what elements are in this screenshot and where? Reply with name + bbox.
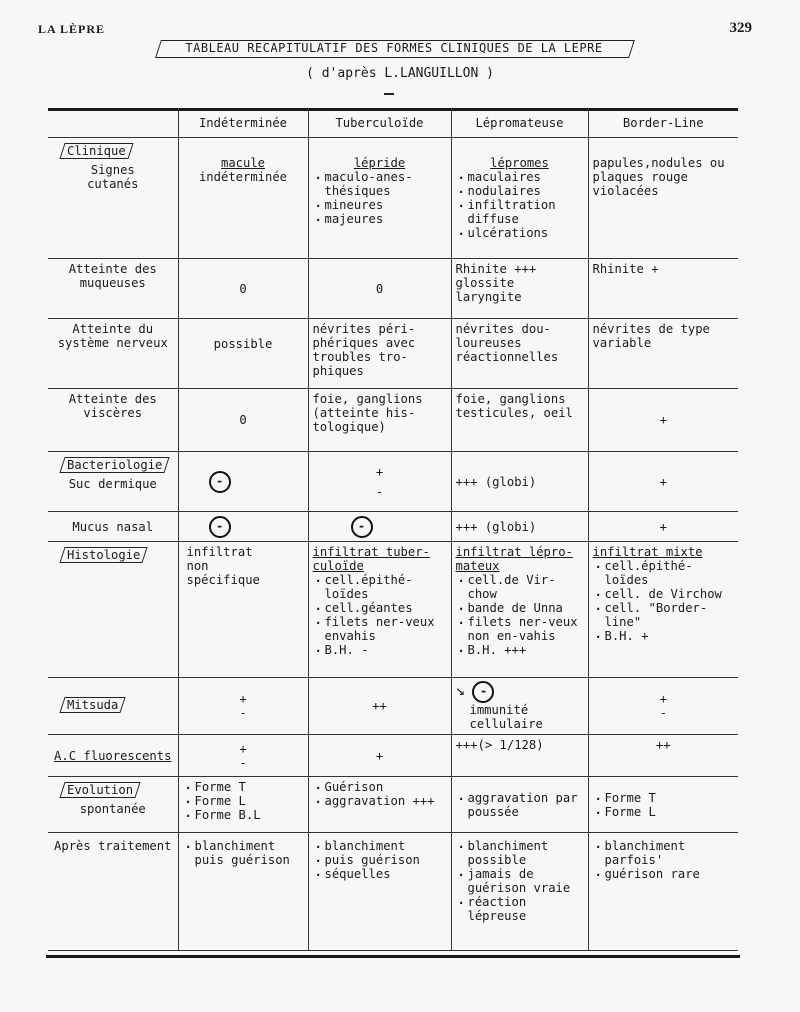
- row-label-spont: [48, 777, 178, 833]
- signes-indet-body: indéterminée: [198, 170, 288, 184]
- section-mitsuda: Mitsuda: [59, 697, 126, 713]
- mits-indet-top: +: [239, 692, 247, 706]
- col-header-indeterminee: Indéterminée: [178, 109, 308, 138]
- list-item: . ulcérations: [456, 226, 584, 240]
- row-label-histologie: [48, 542, 178, 678]
- list-item: . blanchiment possible: [456, 839, 584, 867]
- col-header-borderline: Border-Line: [588, 109, 738, 138]
- list-item: . Guérison: [313, 780, 447, 794]
- cell-ac-indet: [178, 735, 308, 777]
- negative-circle-icon: -: [209, 516, 231, 538]
- list-item: . Forme B.L: [183, 808, 304, 822]
- apres-border-list: [593, 839, 735, 881]
- cell-apres-tub: [308, 833, 451, 951]
- list-item: . puis guérison: [313, 853, 447, 867]
- section-bacteriologie: Bacteriologie: [59, 457, 170, 473]
- list-item: . cell.géantes: [313, 601, 447, 615]
- list-item: . Forme L: [183, 794, 304, 808]
- row-visceres: [48, 389, 738, 452]
- list-item: . nodulaires: [456, 184, 584, 198]
- spont-indet-list: [183, 780, 304, 822]
- list-item: . cell. de Virchow: [593, 587, 735, 601]
- cell-visc-tub: foie, ganglions (atteinte his-tologique): [308, 389, 451, 452]
- spont-label: spontanée: [79, 802, 146, 816]
- row-label-muqueuses: Atteinte des muqueuses: [48, 259, 178, 319]
- cell-muq-indet: 0: [178, 259, 308, 319]
- histo-indet-text: infiltrat non spécifique: [186, 545, 260, 587]
- histo-tub-head: infiltrat tuber-culoïde: [312, 545, 430, 573]
- cell-ac-lep: +++(> 1/128): [451, 735, 588, 777]
- header-row: [48, 109, 738, 138]
- negative-circle-icon: -: [209, 471, 231, 493]
- cell-apres-lep: [451, 833, 588, 951]
- list-item: . maculo-anes-thésiques: [313, 170, 447, 198]
- ac-indet-top: +: [239, 741, 247, 756]
- negative-circle-icon: -: [472, 681, 494, 703]
- cell-signes-border: papules,nodules ou plaques rouge violacées: [588, 138, 738, 259]
- histo-border-head: infiltrat mixte: [592, 545, 703, 559]
- cell-signes-lep: [451, 138, 588, 259]
- cell-visc-lep: foie, ganglions testicules, oeil: [451, 389, 588, 452]
- histo-tub-list: [313, 573, 447, 657]
- mits-indet-bottom: -: [239, 706, 247, 720]
- list-item: . jamais de guérison vraie: [456, 867, 584, 895]
- list-item: . réaction lépreuse: [456, 895, 584, 923]
- list-item: . B.H. +++: [456, 643, 584, 657]
- spont-border-list: [593, 791, 735, 819]
- list-item: . majeures: [313, 212, 447, 226]
- histo-border-list: [593, 559, 735, 643]
- cell-apres-indet: [178, 833, 308, 951]
- row-suc-dermique: [48, 452, 738, 512]
- row-label-visceres: Atteinte des viscères: [48, 389, 178, 452]
- row-apres-traitement: [48, 833, 738, 951]
- list-item: . cell. "Border-line": [593, 601, 735, 629]
- cell-nerf-border: névrites de type variable: [588, 319, 738, 389]
- cell-ac-border: ++: [588, 735, 738, 777]
- cell-mucus-indet: [178, 512, 308, 542]
- row-label-apres: Après traitement: [48, 833, 178, 951]
- cell-histo-tub: [308, 542, 451, 678]
- cell-spont-tub: [308, 777, 451, 833]
- negative-circle-icon: -: [351, 516, 373, 538]
- cell-spont-lep: [451, 777, 588, 833]
- ac-indet-bottom: -: [239, 755, 247, 770]
- cell-muq-lep: Rhinite +++ glossite laryngite: [451, 259, 588, 319]
- list-item: . Forme T: [593, 791, 735, 805]
- cell-spont-border: [588, 777, 738, 833]
- row-signes-cutanes: [48, 138, 738, 259]
- row-label-mitsuda: [48, 678, 178, 735]
- arrow-down-right-icon: ↘: [455, 680, 466, 699]
- cell-nerf-indet: possible: [178, 319, 308, 389]
- cell-mits-lep: [451, 678, 588, 735]
- mits-border-bottom: -: [659, 706, 667, 720]
- section-evolution: Evolution: [59, 782, 140, 798]
- list-item: . blanchiment: [313, 839, 447, 853]
- signes-label: Signes cutanés: [87, 163, 139, 191]
- cell-nerf-tub: névrites péri-phériques avec troubles tro-phiques: [308, 319, 451, 389]
- list-item: . mineures: [313, 198, 447, 212]
- list-item: . aggravation +++: [313, 794, 447, 808]
- table-subtitle: ( d'après L.LANGUILLON ): [306, 66, 494, 81]
- list-item: . blanchiment parfois': [593, 839, 735, 867]
- list-item: . filets ner-veux non en-vahis: [456, 615, 584, 643]
- section-histologie: Histologie: [59, 547, 148, 563]
- spont-lep-list: [456, 791, 584, 819]
- list-item: . Forme T: [183, 780, 304, 794]
- signes-tub-head: lépride: [353, 156, 406, 170]
- histo-lep-list: [456, 573, 584, 657]
- list-item: . cell.de Vir-chow: [456, 573, 584, 601]
- list-item: . filets ner-veux envahis: [313, 615, 447, 643]
- col-header-tuberculoide: Tuberculoïde: [308, 109, 451, 138]
- row-evolution-spontanee: [48, 777, 738, 833]
- signes-lep-list: [456, 170, 584, 240]
- cell-mits-border: [588, 678, 738, 735]
- suc-tub-bottom: -: [375, 484, 384, 499]
- table-title: TABLEAU RECAPITULATIF DES FORMES CLINIQUES DE LA LEPRE: [185, 41, 603, 55]
- cell-suc-lep: +++ (globi): [451, 452, 588, 512]
- cell-ac-tub: +: [308, 735, 451, 777]
- running-header: LA LÈPRE: [38, 22, 106, 36]
- cell-mucus-border: +: [588, 512, 738, 542]
- section-clinique: Clinique: [59, 143, 133, 159]
- list-item: . séquelles: [313, 867, 447, 881]
- row-nerveux: [48, 319, 738, 389]
- histo-lep-head: infiltrat lépro-mateux: [455, 545, 573, 573]
- row-mitsuda: [48, 678, 738, 735]
- cell-muq-tub: 0: [308, 259, 451, 319]
- list-item: . maculaires: [456, 170, 584, 184]
- spont-tub-list: [313, 780, 447, 808]
- cell-histo-indet: [178, 542, 308, 678]
- list-item: . infiltration diffuse: [456, 198, 584, 226]
- cell-signes-tub: [308, 138, 451, 259]
- cell-visc-indet: 0: [178, 389, 308, 452]
- cell-suc-border: +: [588, 452, 738, 512]
- cell-histo-lep: [451, 542, 588, 678]
- row-label-mucus: Mucus nasal: [48, 512, 178, 542]
- list-item: . guérison rare: [593, 867, 735, 881]
- list-item: . B.H. +: [593, 629, 735, 643]
- cell-nerf-lep: névrites dou-loureuses réactionnelles: [451, 319, 588, 389]
- row-mucus-nasal: [48, 512, 738, 542]
- cell-signes-indet: [178, 138, 308, 259]
- row-label-nerveux: Atteinte du système nerveux: [48, 319, 178, 389]
- cell-mucus-lep: +++ (globi): [451, 512, 588, 542]
- table-bottom-rule: [46, 955, 740, 958]
- suc-label: Suc dermique: [68, 477, 157, 491]
- row-label-ac: A.C fluorescents: [48, 735, 178, 777]
- mits-border-top: +: [659, 692, 667, 706]
- list-item: . cell.épithé-loïdes: [593, 559, 735, 587]
- col-header-lepromateuse: Lépromateuse: [451, 109, 588, 138]
- cell-mucus-tub: [308, 512, 451, 542]
- list-item: . B.H. -: [313, 643, 447, 657]
- summary-table: [48, 109, 738, 951]
- row-ac-fluorescents: [48, 735, 738, 777]
- cell-mits-indet: [178, 678, 308, 735]
- apres-tub-list: [313, 839, 447, 881]
- cell-histo-border: [588, 542, 738, 678]
- signes-lep-head: lépromes: [490, 156, 549, 170]
- cell-suc-tub: [308, 452, 451, 512]
- cell-mits-tub: ++: [308, 678, 451, 735]
- cell-spont-indet: [178, 777, 308, 833]
- list-item: . bande de Unna: [456, 601, 584, 615]
- signes-indet-head: macule: [220, 156, 266, 170]
- list-item: . blanchiment puis guérison: [183, 839, 304, 867]
- cell-suc-indet: [178, 452, 308, 512]
- corner-cell: [48, 109, 178, 138]
- row-histologie: [48, 542, 738, 678]
- row-label-signes: [48, 138, 178, 259]
- suc-tub-top: +: [375, 464, 384, 479]
- cell-visc-border: +: [588, 389, 738, 452]
- separator-dash: [384, 93, 394, 95]
- list-item: . cell.épithé-loïdes: [313, 573, 447, 601]
- signes-tub-list: [313, 170, 447, 226]
- page-number: 329: [729, 20, 752, 36]
- cell-apres-border: [588, 833, 738, 951]
- list-item: . Forme L: [593, 805, 735, 819]
- list-item: . aggravation par poussée: [456, 791, 584, 819]
- apres-lep-list: [456, 839, 584, 923]
- cell-muq-border: Rhinite +: [588, 259, 738, 319]
- apres-indet-list: [183, 839, 304, 867]
- mits-lep-text: immunité cellulaire: [469, 703, 543, 731]
- row-label-suc: [48, 452, 178, 512]
- row-muqueuses: [48, 259, 738, 319]
